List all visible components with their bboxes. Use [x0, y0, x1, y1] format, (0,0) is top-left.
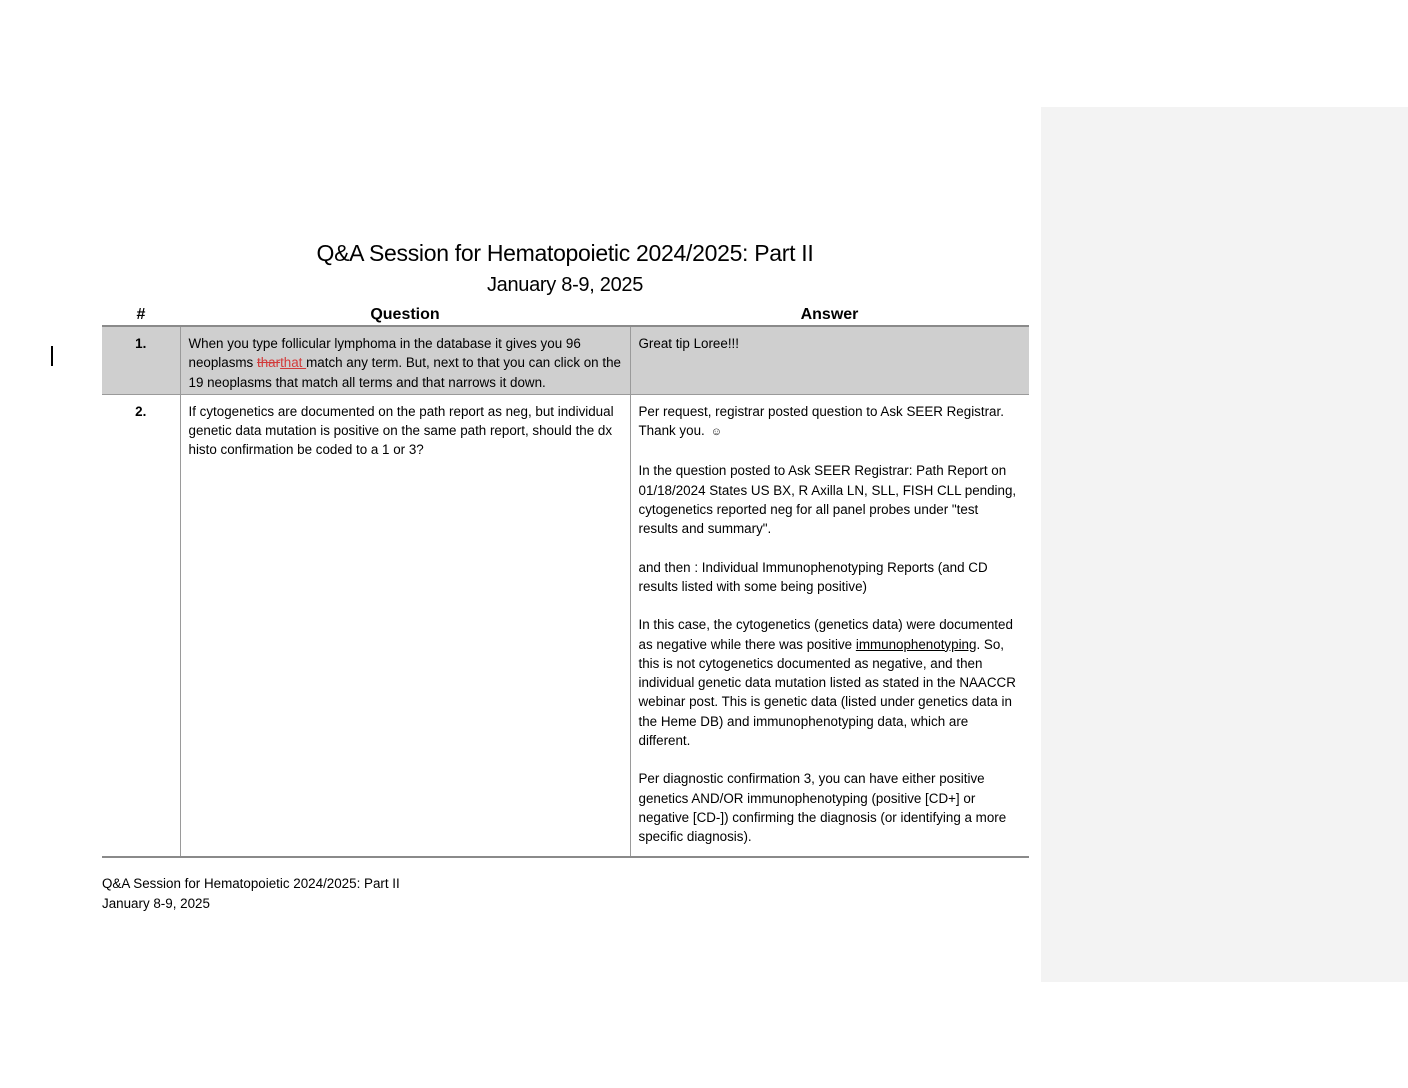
document-subtitle: January 8-9, 2025	[486, 274, 644, 296]
table-row	[102, 394, 1029, 857]
answer-text: Great tip Loree!!!	[638, 336, 739, 351]
tracked-deletion: thar	[256, 355, 281, 371]
answer-text: In this case, the cytogenetics (genetics data) were documented as negative while there was positive	[638, 617, 1013, 652]
header-answer: Answer	[630, 303, 1029, 326]
answer-paragraph: Per diagnostic confirmation 3, you can have either positive genetics AND/OR immunophenotyping (positive [CD+] or negative [CD-]) confirming the diagnosis (or identifying a more specific diagnosis).	[638, 771, 1007, 845]
answer-text: . So, this is not cytogenetics documented as negative, and then individual genetic data mutation listed as stated in the NAACCR webinar post. This is genetic data (listed under genetics data in the Heme DB) and immunophenotyping data, which are different.	[638, 636, 1016, 749]
footer-title: Q&A Session for Hematopoietic 2024/2025: Part II	[102, 876, 400, 891]
question-text: If cytogenetics are documented on the path report as neg, but individual genetic data mutation is positive on the same path report, should the dx histo confirmation be coded to a 1 or 3?	[188, 403, 614, 458]
header-question: Question	[180, 303, 630, 326]
table-header-row	[102, 303, 1029, 326]
question-text: match any term. But, next to that you can click on the 19 neoplasms that match all terms and that narrows it down.	[188, 355, 621, 390]
row-number: 2.	[102, 394, 180, 857]
question-cell[interactable]	[180, 394, 630, 857]
document-title: Q&A Session for Hematopoietic 2024/2025: Part II	[316, 240, 814, 266]
answer-paragraph	[639, 615, 1022, 750]
question-cell[interactable]	[180, 326, 630, 394]
comment-pane	[1041, 107, 1408, 982]
question-text: When you type follicular lymphoma in the database it gives you 96 neoplasms	[188, 336, 581, 371]
answer-text: Per request, registrar posted question to Ask SEER Registrar. Thank you.	[638, 403, 1004, 439]
qa-table	[102, 303, 1029, 858]
answer-cell[interactable]	[630, 326, 1029, 394]
answer-cell[interactable]	[630, 394, 1029, 857]
table-row	[102, 326, 1029, 394]
row-number: 1.	[102, 326, 180, 394]
page-footer	[102, 874, 400, 914]
underlined-term: immunophenotyping	[855, 636, 977, 652]
answer-paragraph: In the question posted to Ask SEER Registrar: Path Report on 01/18/2024 States US BX, R Axilla LN, SLL, FISH CLL pending, cytogenetics reported neg for all panel probes under "test results and summary".	[638, 463, 1017, 537]
tracked-insertion: that	[280, 355, 307, 371]
header-number: #	[102, 303, 180, 326]
answer-paragraph	[639, 402, 1022, 443]
smiley-icon: ☺	[710, 426, 722, 439]
text-cursor	[51, 346, 53, 366]
answer-paragraph: and then : Individual Immunophenotyping Reports (and CD results listed with some being positive)	[638, 559, 988, 594]
footer-date: January 8-9, 2025	[102, 896, 210, 911]
